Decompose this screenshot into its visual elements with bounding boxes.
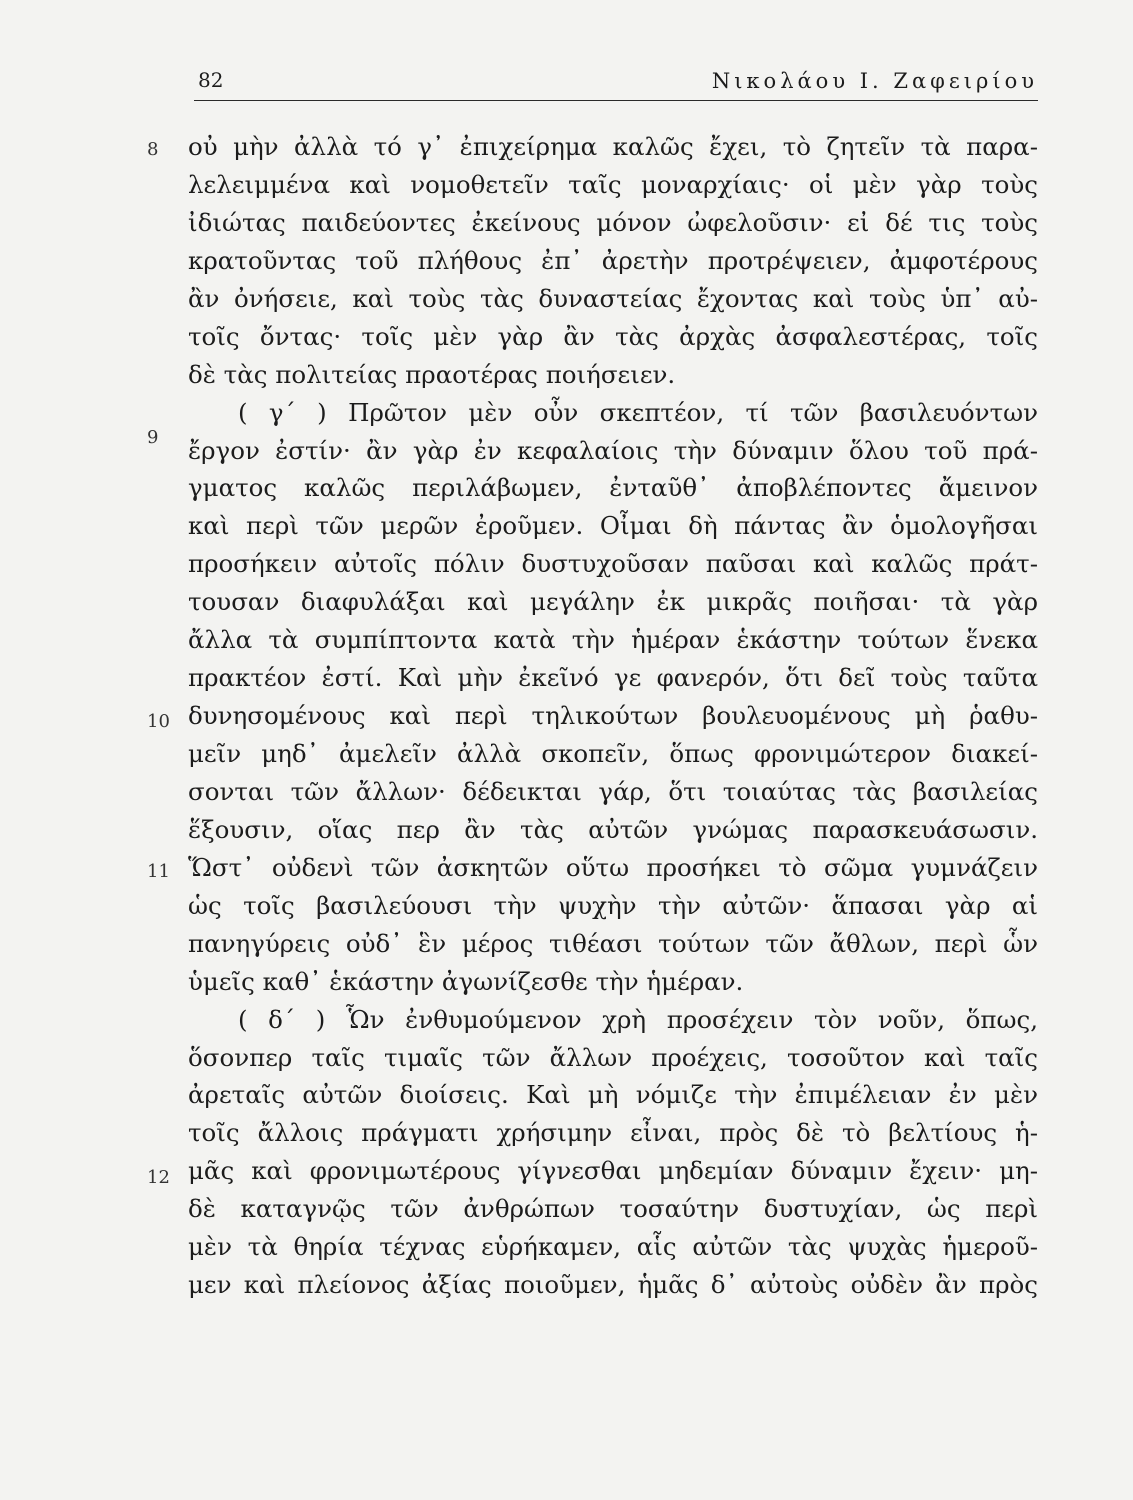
text-line: ὑμεῖς καθ᾽ ἑκάστην ἀγωνίζεσθε τὴν ἡμέραν. <box>188 966 744 996</box>
margin-section-number: 11 <box>147 861 170 882</box>
text-line: κρατοῦντας τοῦ πλήθους ἐπ᾽ ἀρετὴν προτρέψειεν, ἀμφοτέρους <box>188 245 1038 275</box>
text-line: πρακτέον ἐστί. Καὶ μὴν ἐκεῖνό γε φανερόν, ὅτι δεῖ τοὺς ταῦτα <box>188 663 1038 693</box>
text-line: μᾶς καὶ φρονιμωτέρους γίγνεσθαι μηδεμίαν δύναμιν ἔχειν· μη- <box>188 1156 1038 1186</box>
text-line: σονται τῶν ἄλλων· δέδεικται γάρ, ὅτι τοιαύτας τὰς βασιλείας <box>188 776 1038 806</box>
text-line: Ὥστ᾽ οὐδενὶ τῶν ἀσκητῶν οὕτω προσήκει τὸ σῶμα γυμνάζειν <box>188 852 1038 882</box>
text-line: τοῖς ὄντας· τοῖς μὲν γὰρ ἂν τὰς ἀρχὰς ἀσφαλεστέρας, τοῖς <box>188 321 1038 351</box>
text-line: ἀρεταῖς αὐτῶν διοίσεις. Καὶ μὴ νόμιζε τὴν ἐπιμέλειαν ἐν μὲν <box>188 1080 1038 1110</box>
text-line: δυνησομένους καὶ περὶ τηλικούτων βουλευομένους μὴ ῥαθυ- <box>188 701 1038 731</box>
text-line: πανηγύρεις οὐδ᾽ ἓν μέρος τιθέασι τούτων τῶν ἄθλων, περὶ ὧν <box>188 928 1038 958</box>
margin-section-number: 12 <box>147 1167 170 1188</box>
margin-section-number: 8 <box>147 139 159 160</box>
text-line: ἔργον ἐστίν· ἂν γὰρ ἐν κεφαλαίοις τὴν δύναμιν ὅλου τοῦ πρά- <box>188 435 1038 465</box>
text-line: τουσαν διαφυλάξαι καὶ μεγάλην ἐκ μικρᾶς ποιῆσαι· τὰ γὰρ <box>188 587 1038 617</box>
text-line: ἂν ὀνήσειε, καὶ τοὺς τὰς δυναστείας ἔχοντας καὶ τοὺς ὑπ᾽ αὐ- <box>188 283 1038 313</box>
body-text <box>188 128 1038 1304</box>
running-header <box>194 66 1038 101</box>
text-line: μεῖν μηδ᾽ ἀμελεῖν ἀλλὰ σκοπεῖν, ὅπως φρονιμώτερον διακεί- <box>188 739 1038 768</box>
text-line: ὡς τοῖς βασιλεύουσι τὴν ψυχὴν τὴν αὐτῶν· ἅπασαι γὰρ αἱ <box>188 890 1038 920</box>
text-line: δὲ τὰς πολιτείας πραοτέρας ποιήσειεν. <box>188 359 676 389</box>
text-line: τοῖς ἄλλοις πράγματι χρήσιμην εἶναι, πρὸς δὲ τὸ βελτίους ἡ- <box>188 1118 1038 1148</box>
margin-section-number: 10 <box>147 711 170 732</box>
margin-section-number: 9 <box>147 427 159 448</box>
text-line: δὲ καταγνῷς τῶν ἀνθρώπων τοσαύτην δυστυχίαν, ὡς περὶ <box>188 1194 1038 1224</box>
text-line: μὲν τὰ θηρία τέχνας εὑρήκαμεν, αἷς αὐτῶν τὰς ψυχὰς ἡμεροῦ- <box>188 1232 1038 1262</box>
text-line: ( δ΄ ) Ὧν ἐνθυμούμενον χρὴ προσέχειν τὸν νοῦν, ὅπως, <box>238 1004 1038 1034</box>
text-line: ἕξουσιν, οἵας περ ἂν τὰς αὐτῶν γνώμας παρασκευάσωσιν. <box>188 814 1038 844</box>
text-line: μεν καὶ πλείονος ἀξίας ποιοῦμεν, ἡμᾶς δ᾽ αὐτοὺς οὐδὲν ἂν πρὸς <box>188 1270 1038 1300</box>
text-line: καὶ περὶ τῶν μερῶν ἐροῦμεν. Οἶμαι δὴ πάντας ἂν ὁμολογῆσαι <box>188 511 1038 541</box>
text-line: ἄλλα τὰ συμπίπτοντα κατὰ τὴν ἡμέραν ἑκάστην τούτων ἕνεκα <box>188 625 1038 655</box>
text-line: ἰδιώτας παιδεύοντες ἐκείνους μόνον ὠφελοῦσιν· εἰ δέ τις τοὺς <box>188 207 1038 237</box>
running-head-author: Νικολάου Ι. Ζαφειρίου <box>711 69 1038 93</box>
text-line: λελειμμένα καὶ νομοθετεῖν ταῖς μοναρχίαις· οἱ μὲν γὰρ τοὺς <box>188 169 1038 199</box>
text-line: προσήκειν αὐτοῖς πόλιν δυστυχοῦσαν παῦσαι καὶ καλῶς πράτ- <box>188 549 1038 579</box>
text-line: γματος καλῶς περιλάβωμεν, ἐνταῦθ᾽ ἀποβλέποντες ἄμεινον <box>188 473 1038 503</box>
text-line: ὅσονπερ ταῖς τιμαῖς τῶν ἄλλων προέχεις, τοσοῦτον καὶ ταῖς <box>188 1042 1038 1072</box>
text-line: ( γ΄ ) Πρῶτον μὲν οὖν σκεπτέον, τί τῶν βασιλευόντων <box>238 397 1038 427</box>
text-line: οὐ μὴν ἀλλὰ τό γ᾽ ἐπιχείρημα καλῶς ἔχει, τὸ ζητεῖν τὰ παρα- <box>188 132 1038 161</box>
page-number: 82 <box>198 68 224 92</box>
